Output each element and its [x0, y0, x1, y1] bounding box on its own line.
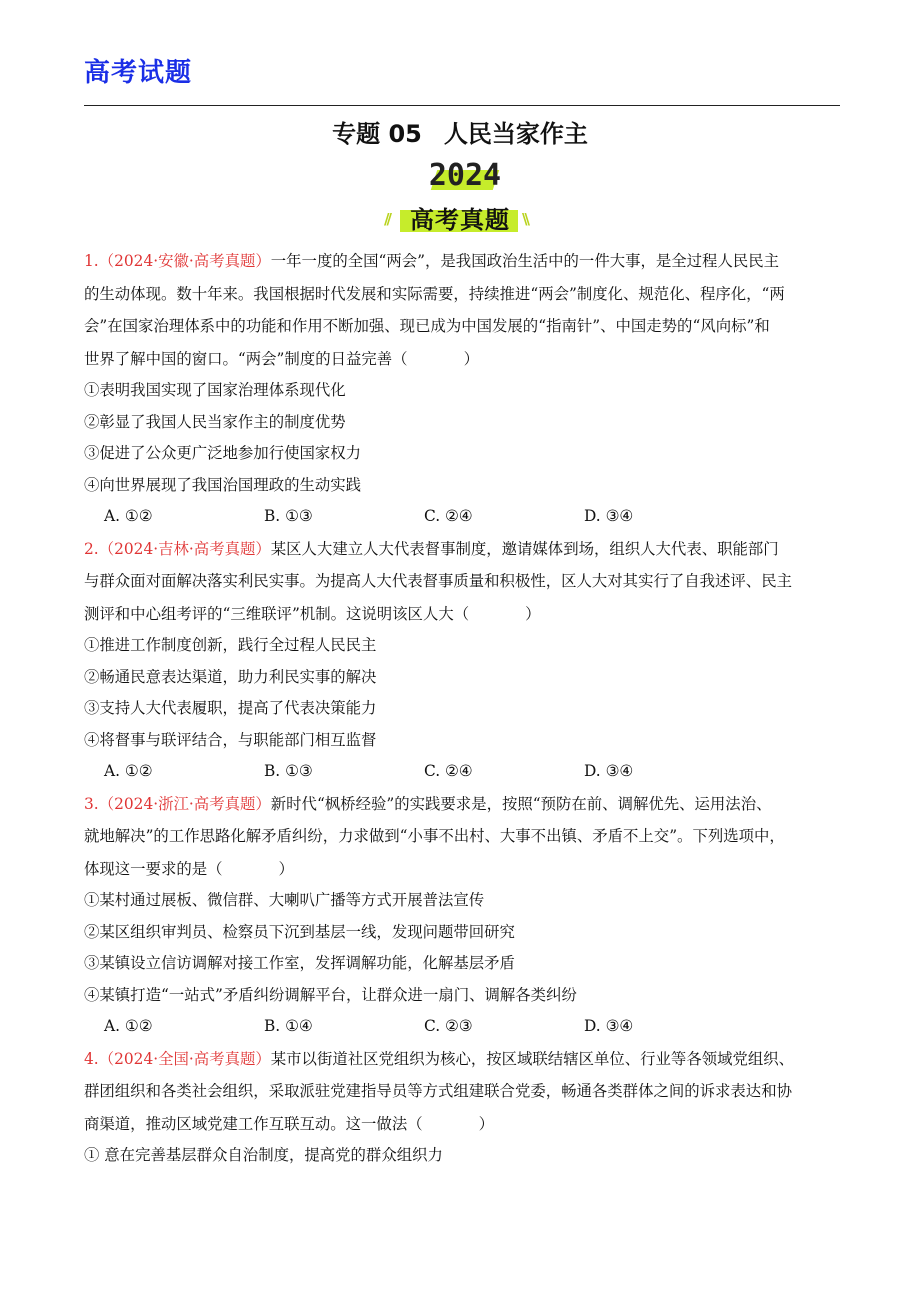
- question-stem: 与群众面对面解决落实利民实事。为提高人大代表督事质量和积极性，区人大对其实行了自我述评、民主: [84, 572, 792, 590]
- slash-decoration-right: \\: [522, 210, 527, 228]
- answer-choices: [84, 1011, 844, 1043]
- slash-decoration-left: //: [384, 210, 389, 228]
- question-stem: 就地解决”的工作思路化解矛盾纠纷，力求做到“小事不出村、大事不出镇、矛盾不上交”。下列选项中，: [84, 827, 785, 845]
- choice-a: A. ①②: [104, 762, 153, 780]
- answer-choices: [84, 501, 844, 533]
- question-source: （2024·浙江·高考真题）: [98, 794, 271, 813]
- statement-option: ①表明我国实现了国家治理体系现代化: [84, 381, 346, 399]
- question-stem: 的生动体现。数十年来。我国根据时代发展和实际需要，持续推进“两会”制度化、规范化、程序化，“两: [84, 284, 785, 303]
- question-number: 2.: [84, 539, 99, 558]
- answer-paren-close: ）: [525, 604, 541, 623]
- statement-option: ① 意在完善基层群众自治制度，提高党的群众组织力: [84, 1146, 443, 1164]
- statement-option: ②某区组织审判员、检察员下沉到基层一线，发现问题带回研究: [84, 922, 515, 941]
- answer-paren-close: ）: [463, 349, 479, 368]
- answer-paren-close: ）: [278, 859, 294, 878]
- statement-option: ③支持人大代表履职，提高了代表决策能力: [84, 699, 377, 717]
- choice-d: D. ③④: [584, 507, 634, 525]
- statement-option: ①某村通过展板、微信群、大喇叭广播等方式开展普法宣传: [84, 891, 485, 909]
- question-4: [84, 1043, 844, 1172]
- choice-c: C. ②④: [424, 762, 473, 780]
- question-source: （2024·安徽·高考真题）: [98, 252, 271, 270]
- doc-title: [0, 114, 920, 149]
- section-heading-text: 高考真题: [410, 206, 510, 234]
- question-stem: 世界了解中国的窗口。“两会”制度的日益完善（: [84, 349, 408, 368]
- question-source: （2024·吉林·高考真题）: [98, 539, 271, 558]
- choice-a: A. ①②: [104, 507, 153, 525]
- question-3: [84, 788, 844, 1043]
- choice-b: B. ①③: [264, 762, 313, 780]
- year-badge: [420, 158, 510, 194]
- section-heading: [380, 200, 550, 236]
- question-stem: 某市以街道社区党组织为核心，按区域联结辖区单位、行业等各领域党组织、: [270, 1049, 795, 1068]
- statement-option: ④将督事与联评结合，与职能部门相互监督: [84, 730, 377, 749]
- question-stem: 体现这一要求的是（: [84, 859, 223, 878]
- question-list: [84, 245, 844, 1172]
- statement-option: ④向世界展现了我国治国理政的生动实践: [84, 475, 362, 494]
- question-source: （2024·全国·高考真题）: [98, 1049, 271, 1068]
- choice-b: B. ①③: [264, 507, 313, 525]
- year-text: 2024: [428, 158, 502, 193]
- question-stem: 会”在国家治理体系中的功能和作用不断加强、现已成为中国发展的“指南针”、中国走势的“风向标”和: [84, 317, 770, 335]
- header-divider: [84, 105, 840, 106]
- statement-option: ①推进工作制度创新，践行全过程人民民主: [84, 636, 377, 654]
- choice-d: D. ③④: [584, 762, 634, 780]
- statement-option: ③促进了公众更广泛地参加行使国家权力: [84, 444, 362, 462]
- question-stem: 新时代“枫桥经验”的实践要求是，按照“预防在前、调解优先、运用法治、: [270, 794, 772, 813]
- statement-option: ②彰显了我国人民当家作主的制度优势: [84, 412, 346, 431]
- question-stem: 测评和中心组考评的“三维联评”机制。这说明该区人大（: [84, 604, 470, 623]
- question-stem: 商渠道，推动区域党建工作互联互动。这一做法（: [84, 1114, 423, 1133]
- answer-choices: [84, 756, 844, 788]
- question-stem: 某区人大建立人大代表督事制度，邀请媒体到场，组织人大代表、职能部门: [270, 539, 779, 558]
- answer-paren-close: ）: [478, 1114, 495, 1133]
- statement-option: ③某镇设立信访调解对接工作室，发挥调解功能，化解基层矛盾: [84, 954, 515, 972]
- question-number: 4.: [84, 1049, 99, 1068]
- question-1: [84, 245, 844, 533]
- question-number: 3.: [84, 794, 99, 813]
- choice-d: D. ③④: [584, 1017, 634, 1035]
- brand-title: 高考试题: [84, 58, 193, 88]
- statement-option: ②畅通民意表达渠道，助力利民实事的解决: [84, 667, 377, 686]
- question-2: [84, 533, 844, 788]
- choice-a: A. ①②: [104, 1017, 153, 1035]
- question-stem: 一年一度的全国“两会”，是我国政治生活中的一件大事，是全过程人民民主: [270, 252, 780, 270]
- choice-c: C. ②④: [424, 507, 473, 525]
- statement-option: ④某镇打造“一站式”矛盾纠纷调解平台，让群众进一扇门、调解各类纠纷: [84, 985, 577, 1004]
- choice-b: B. ①④: [264, 1017, 313, 1035]
- doc-title-prefix: 专题 05: [332, 120, 422, 148]
- question-stem: 群团组织和各类社会组织，采取派驻党建指导员等方式组建联合党委，畅通各类群体之间的诉求表达和协: [84, 1082, 792, 1100]
- doc-title-topic: 人民当家作主: [443, 120, 588, 148]
- question-number: 1.: [84, 252, 99, 270]
- choice-c: C. ②③: [424, 1017, 473, 1035]
